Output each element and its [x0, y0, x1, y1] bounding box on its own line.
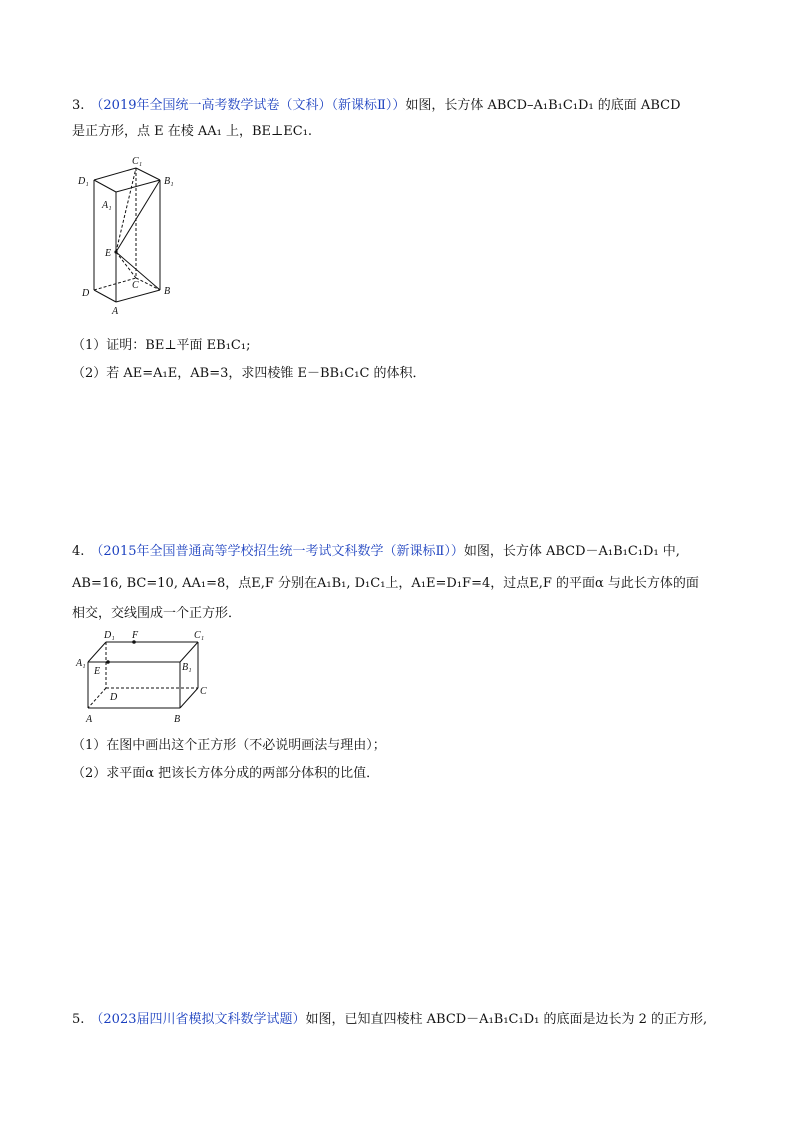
q4-stem-line-2: AB=16, BC=10, AA₁=8，点E,F 分别在A₁B₁, D₁C₁上，A₁E=D₁F=4，过点E,F 的平面α 与此长方体的面	[72, 576, 699, 591]
q4-line-1	[72, 542, 680, 562]
q4-label-a: A	[86, 714, 93, 725]
q3-label-c1: C₁	[132, 156, 143, 167]
q3-part-1: （1）证明：BE⊥平面 EB₁C₁;	[72, 338, 251, 353]
q4-label-d1: D₁	[104, 630, 115, 641]
q4-cuboid-diagram	[74, 628, 224, 728]
q3-number: 3.	[72, 98, 85, 113]
q3-label-a: A	[112, 306, 119, 317]
q4-label-e: E	[94, 666, 101, 677]
q4-figure	[74, 628, 224, 728]
q4-label-c: C	[200, 686, 207, 697]
q3-part-2: （2）若 AE=A₁E，AB=3，求四棱锥 E－BB₁C₁C 的体积．	[72, 366, 426, 381]
q3-figure	[74, 152, 184, 322]
q3-label-d: D	[82, 288, 90, 299]
q3-stem-line-1: 如图，长方体 ABCD–A₁B₁C₁D₁ 的底面 ABCD	[405, 98, 681, 113]
q4-label-b1: B₁	[182, 662, 192, 673]
q4-source: （2015年全国普通高等学校招生统一考试文科数学（新课标Ⅱ））	[90, 544, 464, 559]
q4-label-d: D	[110, 692, 118, 703]
q4-part-1: （1）在图中画出这个正方形（不必说明画法与理由）；	[72, 738, 386, 753]
q3-source: （2019年全国统一高考数学试卷（文科）（新课标Ⅱ））	[90, 98, 406, 113]
q5-source: （2023届四川省模拟文科数学试题）	[90, 1012, 306, 1027]
q4-label-f: F	[132, 630, 139, 641]
q4-label-b: B	[174, 714, 181, 725]
q3-stem-line-2: 是正方形，点 E 在棱 AA₁ 上，BE⊥EC₁.	[72, 124, 313, 139]
q3-label-e: E	[105, 248, 112, 259]
q4-number: 4.	[72, 544, 85, 559]
q4-stem-line-3: 相交，交线围成一个正方形．	[72, 606, 242, 621]
q5-line-1	[72, 1010, 707, 1030]
q3-cuboid-diagram	[74, 152, 184, 322]
q3-label-d1: D₁	[78, 176, 89, 187]
q3-label-c: C	[132, 280, 139, 291]
q4-stem-line-1: 如图，长方体 ABCD－A₁B₁C₁D₁ 中,	[463, 544, 680, 559]
q3-label-b1: B₁	[164, 176, 174, 187]
q5-number: 5.	[72, 1012, 85, 1027]
q4-label-c1: C₁	[194, 630, 205, 641]
q3-line-1	[72, 96, 681, 116]
q5-stem-line-1: 如图，已知直四棱柱 ABCD－A₁B₁C₁D₁ 的底面是边长为 2 的正方形,	[305, 1012, 708, 1027]
q3-label-a1: A₁	[102, 200, 112, 211]
q4-part-2: （2）求平面α 把该长方体分成的两部分体积的比值．	[72, 766, 380, 781]
q3-label-b: B	[164, 286, 171, 297]
q4-label-a1: A₁	[76, 658, 86, 669]
